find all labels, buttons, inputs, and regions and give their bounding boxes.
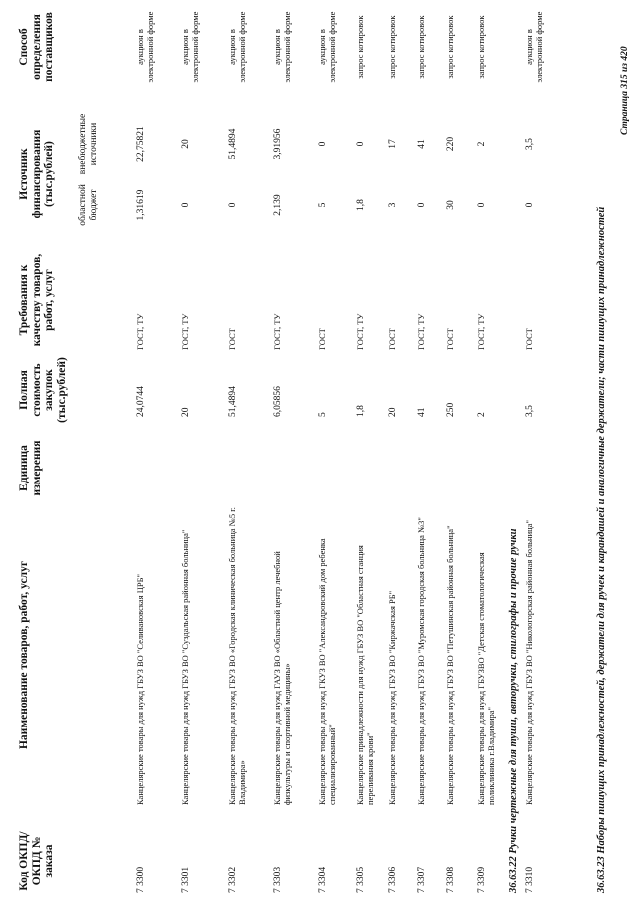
- cell-req: ГОСТ: [227, 328, 237, 350]
- cell-regional: 0: [228, 202, 238, 208]
- header-cost: Полная стоимость закупок (тыс.рублей): [18, 357, 68, 423]
- header-code: Код ОКПД/ ОКПД № заказа: [18, 831, 55, 891]
- cell-regional: 0: [417, 202, 427, 208]
- cell-cost: 24,0744: [136, 386, 146, 417]
- cell-name: Канцелярские товары для нужд ГАУЗ ВО «Областной центр лечебной физкультуры и спортивной медицины»: [272, 551, 292, 805]
- cell-extra: 220: [446, 136, 456, 152]
- cell-extra: 2: [477, 141, 487, 147]
- cell-req: ГОСТ, ТУ: [416, 313, 426, 350]
- cell-cost: 2: [477, 412, 487, 417]
- header-method: Способ определения поставщиков: [18, 12, 55, 82]
- cell-code: 7 3301: [181, 866, 191, 893]
- cell-name: Канцелярские товары для нужд ГБУЗ ВО "Селивановская ЦРБ": [135, 574, 145, 805]
- header-funding-extra: внебюджетные источники: [78, 113, 99, 175]
- cell-method: аукцион в электронной форме: [524, 11, 544, 83]
- cell-req: ГОСТ, ТУ: [180, 313, 190, 350]
- cell-req: ГОСТ: [524, 328, 534, 350]
- cell-regional: 30: [446, 200, 456, 210]
- cell-method: запрос котировок: [355, 15, 365, 79]
- cell-req: ГОСТ, ТУ: [272, 313, 282, 350]
- header-name: Наименование товаров, работ, услуг: [18, 560, 30, 750]
- cell-method: аукцион в электронной форме: [317, 11, 337, 83]
- cell-method: аукцион в электронной форме: [180, 11, 200, 83]
- section-heading-36-63-22: [508, 528, 520, 893]
- header-funding: Источник финансирования (тыс.рублей): [18, 129, 55, 219]
- cell-req: ГОСТ: [445, 328, 455, 350]
- section-code: 36.63.23: [596, 856, 607, 893]
- header-unit: Единица измерения: [18, 440, 43, 496]
- cell-code: 7 3304: [318, 866, 328, 893]
- cell-method: запрос котировок: [476, 15, 486, 79]
- cell-method: аукцион в электронной форме: [272, 11, 292, 83]
- cell-name: Канцелярские товары для нужд ГБУЗ ВО "Петушинская районная больница": [445, 525, 455, 805]
- cell-name: Канцелярские товары для нужд ГБУЗВО "Детская стоматологическая поликлиника г.Владимира": [476, 552, 496, 805]
- cell-code: 7 3309: [477, 866, 487, 893]
- cell-extra: 3,5: [525, 138, 535, 150]
- cell-req: ГОСТ: [317, 328, 327, 350]
- cell-regional: 1,8: [356, 199, 366, 211]
- header-requirements: Требования к качеству товаров, работ, услуг: [18, 253, 55, 347]
- cell-code: 7 3310: [525, 866, 535, 893]
- cell-regional: 0: [477, 202, 487, 208]
- cell-regional: 5: [318, 202, 328, 208]
- cell-method: аукцион в электронной форме: [227, 11, 247, 83]
- cell-regional: 3: [388, 202, 398, 208]
- cell-method: запрос котировок: [445, 15, 455, 79]
- cell-extra: 41: [417, 139, 427, 149]
- cell-cost: 250: [446, 402, 456, 417]
- cell-name: Канцелярские товары для нужд ГБУЗ ВО «Городская клиническая больница №5 г. Владимира»: [227, 507, 247, 805]
- cell-req: ГОСТ, ТУ: [355, 313, 365, 350]
- cell-name: Канцелярские товары для нужд ГБУЗ ВО "Никологорская районная больница": [524, 520, 534, 805]
- cell-req: ГОСТ, ТУ: [135, 313, 145, 350]
- cell-code: 7 3305: [356, 866, 366, 893]
- section-heading-36-63-23: [596, 207, 608, 893]
- cell-regional: 0: [181, 202, 191, 208]
- cell-name: Канцелярские товары для нужд ГБУЗ ВО "Суздальская районная больница": [180, 529, 190, 805]
- cell-extra: 20: [181, 139, 191, 149]
- cell-cost: 3,5: [525, 405, 535, 417]
- cell-cost: 6,05856: [273, 386, 283, 417]
- cell-method: запрос котировок: [416, 15, 426, 79]
- cell-extra: 17: [388, 139, 398, 149]
- cell-name: Канцелярские товары для нужд ГКУЗ ВО "Александровский дом ребенка специализированный": [317, 538, 337, 805]
- cell-code: 7 3303: [273, 866, 283, 893]
- cell-extra: 22,75821: [136, 126, 146, 162]
- cell-extra: 3,91956: [273, 128, 283, 160]
- cell-code: 7 3308: [446, 866, 456, 893]
- cell-regional: 1,31619: [136, 189, 146, 221]
- header-funding-regional: областной бюджет: [78, 184, 99, 226]
- cell-name: Канцелярские принадлежности для нужд ГБУЗ ВО "Областная станция переливания крови": [355, 545, 375, 805]
- cell-extra: 0: [356, 141, 366, 147]
- cell-cost: 20: [388, 407, 398, 417]
- page-number: Страница 315 из 420: [620, 46, 630, 135]
- cell-extra: 0: [318, 141, 328, 147]
- cell-cost: 1,8: [356, 405, 366, 417]
- cell-method: запрос котировок: [387, 15, 397, 79]
- cell-code: 7 3300: [136, 866, 146, 893]
- cell-code: 7 3307: [417, 866, 427, 893]
- section-title: Наборы пишущих принадлежностей, держатели для ручек и карандашей и аналогичные держатели; части пишущих принадлежностей: [596, 206, 607, 854]
- cell-cost: 41: [417, 407, 427, 417]
- cell-req: ГОСТ, ТУ: [476, 313, 486, 350]
- cell-regional: 2,139: [273, 194, 283, 216]
- cell-cost: 51,4894: [228, 386, 238, 417]
- section-title: Ручки чертежные для туши, авторучки, стилографы и прочие ручки: [508, 528, 519, 854]
- cell-code: 7 3302: [228, 866, 238, 893]
- cell-method: аукцион в электронной форме: [135, 11, 155, 83]
- section-code: 36.63.22: [508, 856, 519, 893]
- cell-cost: 20: [181, 407, 191, 417]
- cell-code: 7 3306: [388, 866, 398, 893]
- cell-name: Канцелярские товары для нужд ГБУЗ ВО "Муромская городская больница №3": [416, 517, 426, 805]
- cell-cost: 5: [318, 412, 328, 417]
- cell-req: ГОСТ: [387, 328, 397, 350]
- cell-regional: 0: [525, 202, 535, 208]
- cell-extra: 51,4894: [228, 128, 238, 160]
- cell-name: Канцелярские товары для нужд ГБУЗ ВО "Киржачская РБ": [387, 590, 397, 805]
